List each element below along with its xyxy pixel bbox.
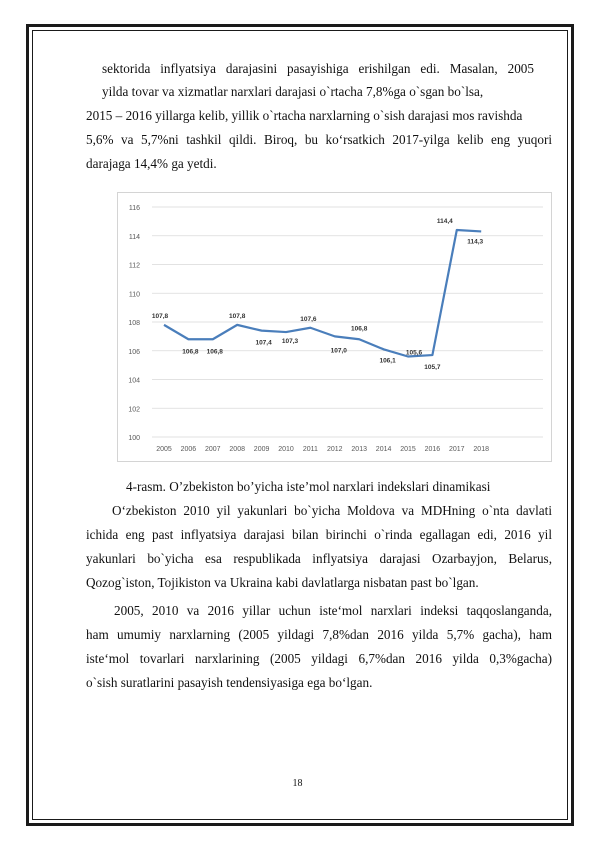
data-label: 106,1 <box>379 357 396 365</box>
x-tick-label: 2012 <box>327 446 343 453</box>
x-tick-label: 2018 <box>473 446 489 453</box>
x-tick-label: 2016 <box>424 446 441 453</box>
data-label: 107,6 <box>300 315 317 323</box>
x-tick-label: 2015 <box>400 446 416 453</box>
x-tick-label: 2010 <box>278 446 294 453</box>
paragraph-line: iste‘mol tovarlari narxlarining (2005 yildagi 6,7%dan 2016 yilda 0,3%gacha) <box>86 651 552 666</box>
y-tick-label: 106 <box>128 348 140 356</box>
y-tick-label: 104 <box>128 377 140 385</box>
x-tick-label: 2006 <box>180 446 197 453</box>
cpi-line-chart <box>117 192 552 462</box>
data-label: 106,8 <box>182 348 199 356</box>
data-label: 107,0 <box>330 347 347 355</box>
page-number: 18 <box>292 778 303 789</box>
paragraph-line: ham umumiy narxlarning (2005 yildagi 7,8%dan 2016 yilda 5,7% gacha), ham <box>86 627 552 642</box>
x-tick-label: 2007 <box>205 446 221 453</box>
data-label: 106,8 <box>206 348 223 356</box>
data-label: 114,4 <box>436 218 453 225</box>
x-tick-label: 2011 <box>302 446 318 453</box>
data-label: 107,4 <box>255 339 272 347</box>
x-tick-label: 2014 <box>375 446 392 453</box>
y-tick-label: 108 <box>128 320 140 327</box>
x-tick-label: 2008 <box>229 446 245 453</box>
chart-svg <box>118 193 553 463</box>
data-label: 105,6 <box>405 349 423 357</box>
paragraph-line: ichida eng past inflyatsiya darajasi bilan birinchi o`rinda egallagan edi, 2016 yil <box>86 527 552 542</box>
paragraph-line: O‘zbekiston 2010 yil yakunlari bo`yicha Moldova va MDHning o`nta davlati <box>112 503 552 518</box>
figure-caption: 4-rasm. O’zbekiston bo’yicha iste’mol narxlari indekslari dinamikasi <box>126 479 491 494</box>
paragraph-line: 2015 – 2016 yillarga kelib, yillik o`rtacha narxlarning o`sish darajasi mos ravishda <box>86 108 523 123</box>
paragraph-line: yakunlari bo`yicha esa respublikada inflyatsiya darajasi Ozarbayjon, Belarus, <box>86 551 552 566</box>
y-tick-label: 110 <box>128 291 140 299</box>
data-label: 106,8 <box>351 325 368 333</box>
y-tick-label: 100 <box>128 435 140 442</box>
data-label: 107,3 <box>281 338 299 346</box>
x-tick-label: 2009 <box>253 446 270 453</box>
x-tick-label: 2017 <box>449 446 465 453</box>
data-label: 105,7 <box>424 364 441 372</box>
data-label: 114,3 <box>467 238 484 246</box>
paragraph-line: Qozog`iston, Tojikiston va Ukraina kabi davlatlarga nisbatan past bo`lgan. <box>86 575 479 590</box>
y-tick-label: 112 <box>128 262 140 270</box>
paragraph-line: 5,6% va 5,7%ni tashkil qildi. Biroq, bu ko‘rsatkich 2017-yilga kelib eng yuqori <box>86 132 552 147</box>
paragraph-line: 2005, 2010 va 2016 yillar uchun iste‘mol narxlari indeksi taqqoslanganda, <box>114 603 552 618</box>
data-label: 107,8 <box>229 312 246 320</box>
x-tick-label: 2013 <box>351 446 367 453</box>
x-tick-label: 2005 <box>156 446 172 453</box>
data-label: 107,8 <box>151 312 169 320</box>
paragraph-line: sektorida inflyatsiya darajasini pasayishiga erishilgan edi. Masalan, 2005 <box>102 61 534 76</box>
paragraph-line: darajaga 14,4% ga yetdi. <box>86 156 217 171</box>
paragraph-line: o`sish suratlarini pasayish tendensiyasiga ega bo‘lgan. <box>86 675 373 690</box>
y-tick-label: 102 <box>128 406 140 414</box>
paragraph-line: yilda tovar va xizmatlar narxlari darajasi o`rtacha 7,8%ga o`sgan bo`lsa, <box>102 84 484 99</box>
y-tick-label: 116 <box>128 205 140 212</box>
y-tick-label: 114 <box>128 233 140 241</box>
